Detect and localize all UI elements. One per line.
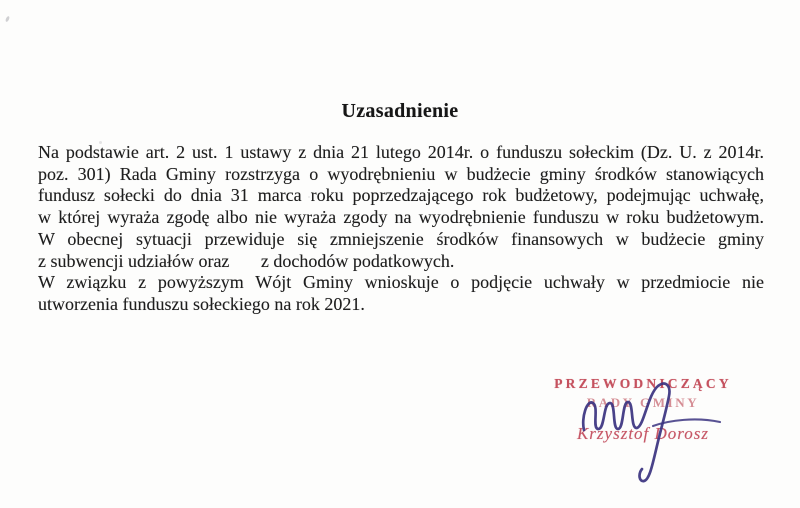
body-line: Na podstawie art. 2 ust. 1 ustawy z dnia 21 lutego 2014r. o funduszu sołeckim (Dz. U. z 2014r. — [38, 142, 764, 162]
chairman-stamp — [545, 376, 741, 444]
document-title: Uzasadnienie — [341, 100, 459, 122]
document-body — [38, 142, 764, 316]
stamp-role-line1: PRZEWODNICZĄCY — [554, 376, 732, 391]
body-line: w której wyraża zgodę albo nie wyraża zgody na wyodrębnienie funduszu w roku budżetowym. — [38, 207, 764, 228]
body-line: W obecnej sytuacji przewiduje się zmniejszenie środków finansowych w budżecie gminy — [38, 228, 764, 249]
scan-speck — [5, 16, 10, 23]
body-line: poz. 301) Rada Gminy rozstrzyga o wyodrębnieniu w budżecie gminy środków stanowiących — [38, 163, 764, 184]
body-line: utworzenia funduszu sołeckiego na rok 2021. — [38, 293, 365, 314]
stamp-role-line2: RADY GMINY — [586, 395, 700, 410]
body-line: W związku z powyższym Wójt Gminy wnioskuje o podjęcie uchwały w przedmiocie nie — [38, 272, 764, 293]
stamp-signatory-name: Krzysztof Dorosz — [576, 424, 710, 443]
body-line: z subwencji udziałów oraz z dochodów podatkowych. — [38, 250, 455, 271]
body-line: fundusz sołecki do dnia 31 marca roku poprzedzającego rok budżetowy, podejmując uchwałę, — [38, 185, 764, 206]
